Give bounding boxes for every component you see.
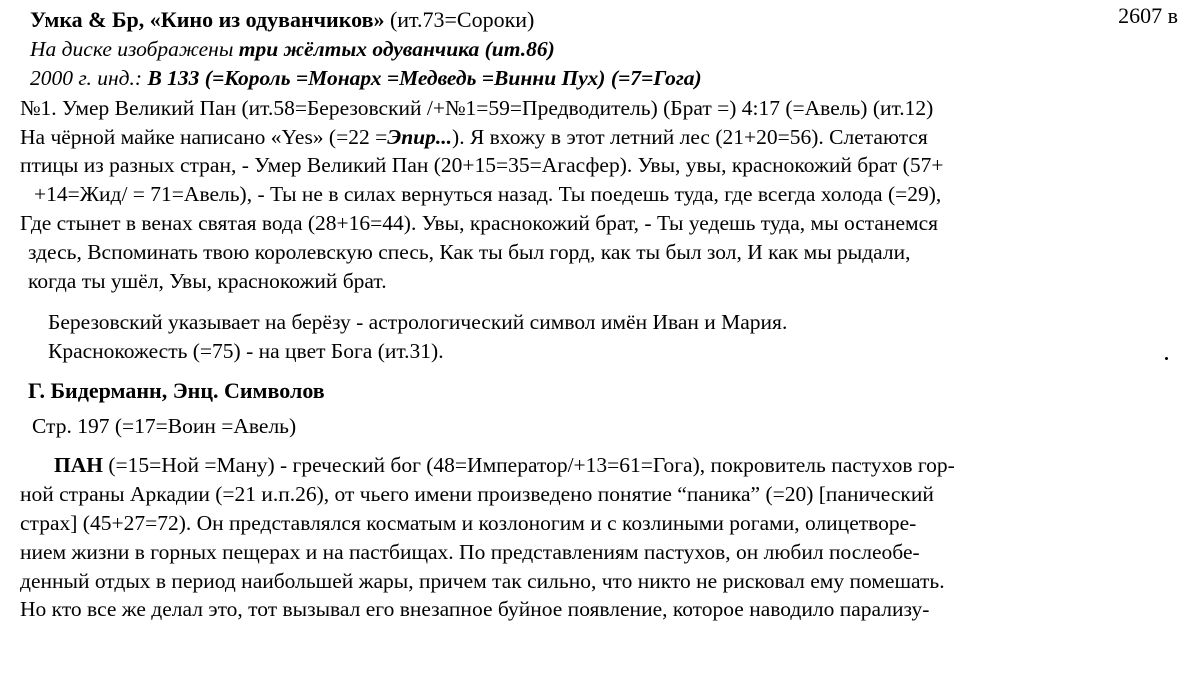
- song-lyric-line-6: когда ты ушёл, Увы, краснокожий брат.: [28, 269, 387, 294]
- page-number: 2607 в: [1118, 3, 1178, 28]
- disc-index-pre: 2000 г. инд.:: [30, 65, 148, 90]
- song-lyric-line-5: здесь, Вспоминать твою королевскую спесь, Как ты был горд, как ты был зол, И как мы рыдали,: [28, 240, 911, 265]
- song-lyric-line-1-post: ). Я вхожу в этот летний лес (21+20=56). Слетаются: [452, 124, 928, 149]
- song-lyric-line-4: Где стынет в венах святая вода (28+16=44). Увы, краснокожий брат, - Ты уедешь туда, мы останемся: [20, 211, 939, 236]
- page-title-rest: (ит.73=Сороки): [384, 7, 535, 32]
- song-lyric-line-2: птицы из разных стран, - Умер Великий Пан (20+15=35=Агасфер). Увы, увы, краснокожий брат (57+: [20, 153, 944, 178]
- song-track-line: №1. Умер Великий Пан (ит.58=Березовский /+№1=59=Предводитель) (Брат =) 4:17 (=Авель) (ит.12): [20, 95, 934, 120]
- pan-article-term: ПАН: [54, 452, 103, 477]
- disc-description-bold: три жёлтых одуванчика (ит.86): [238, 36, 555, 61]
- page-title: [30, 3, 1182, 35]
- pan-article-line-6: Но кто все же делал это, тот вызывал его внезапное буйное появление, которое наводило парализу-: [20, 597, 930, 622]
- song-lyric-line-1-pre: На чёрной майке написано «Yes» (=22 =: [20, 124, 388, 149]
- page-title-bold: Умка & Бр, «Кино из одуванчиков»: [30, 7, 385, 32]
- pan-article-line-3: страх] (45+27=72). Он представлялся косматым и козлоногим и с козлиными рогами, олицетворе-: [20, 510, 917, 535]
- section-title: Г. Бидерманн, Энц. Символов: [28, 378, 325, 403]
- note-berezovsky: Березовский указывает на берёзу - астрологический символ имён Иван и Мария.: [48, 309, 788, 334]
- pan-article-line-1: [20, 451, 1180, 480]
- song-lyric-line-1-bold: Эпир...: [387, 124, 453, 149]
- note-krasnokozhest: Краснокожесть (=75) - на цвет Бога (ит.31).: [18, 337, 1182, 366]
- song-block: [20, 94, 1180, 296]
- pan-article-line-4: нием жизни в горных пещерах и на пастбищах. По представлениям пастухов, он любил послеобе-: [20, 539, 920, 564]
- disc-index-bold: В 133 (=Король =Монарх =Медведь =Винни Пух) (=7=Гога): [147, 65, 702, 90]
- disc-description-pre: На диске изображены: [30, 36, 239, 61]
- disc-description-line: [30, 35, 1182, 64]
- pan-article-line-5: денный отдых в период наибольшей жары, причем так сильно, что никто не рисковал ему помешать.: [20, 568, 945, 593]
- pan-article-line-1-text: (=15=Ной =Ману) - греческий бог (48=Император/+13=61=Гога), покровитель пастухов гор-: [102, 452, 955, 477]
- disc-index-line: [30, 64, 1182, 93]
- pan-article: [20, 451, 1180, 624]
- pan-article-line-2: ной страны Аркадии (=21 и.п.26), от чьего имени произведено понятие “паника” (=20) [панический: [20, 481, 934, 506]
- section-page-reference: Стр. 197 (=17=Воин =Авель): [32, 413, 297, 438]
- song-lyric-line-3: +14=Жид/ = 71=Авель), - Ты не в силах вернуться назад. Ты поедешь туда, где всегда холода (=29),: [34, 182, 942, 207]
- song-lyric-line-1: [20, 123, 1180, 152]
